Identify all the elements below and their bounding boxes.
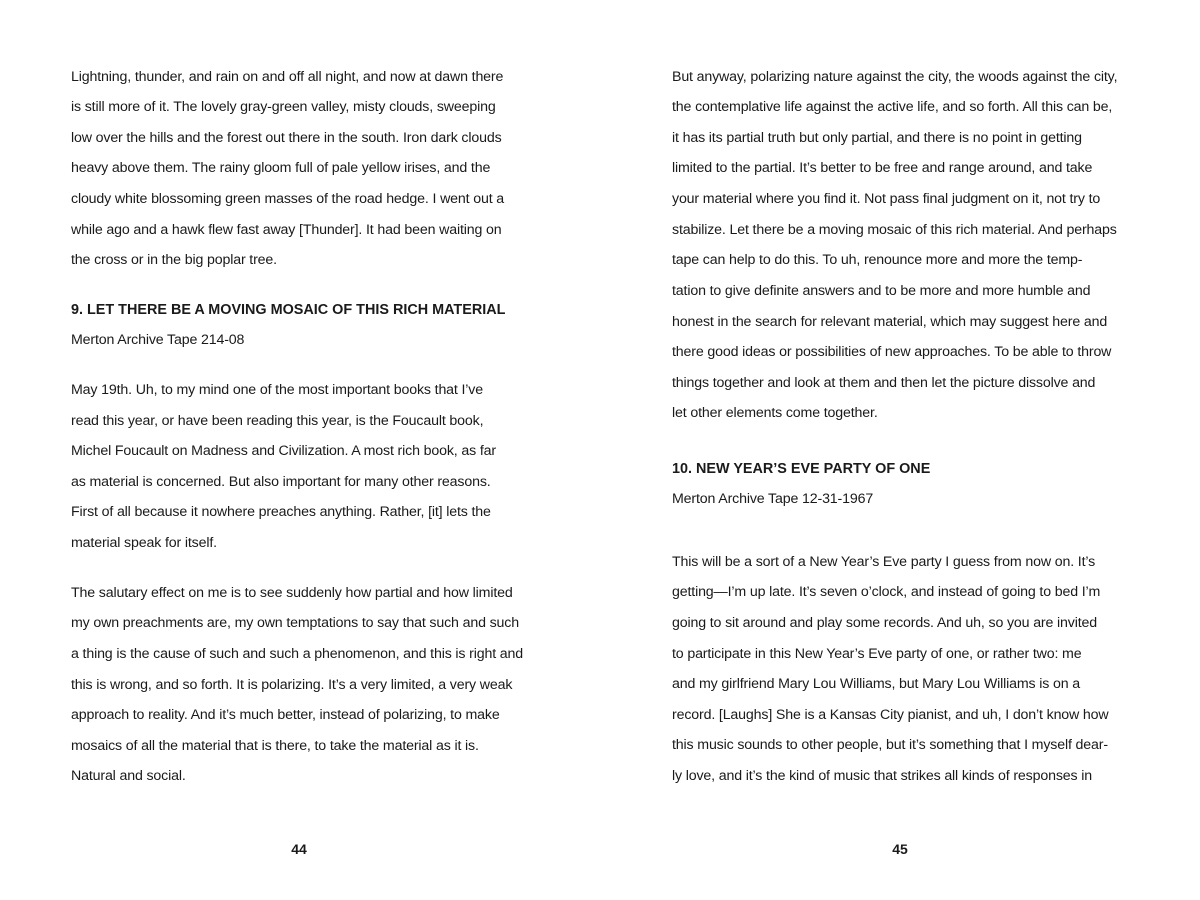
- text-line: stabilize. Let there be a moving mosaic of this rich material. And perhaps: [672, 222, 1117, 238]
- text-line: The salutary effect on me is to see suddenly how partial and how limited: [71, 585, 513, 601]
- text-line: while ago and a hawk flew fast away [Thunder]. It had been waiting on: [71, 222, 502, 238]
- text-line: things together and look at them and then let the picture dissolve and: [672, 375, 1096, 391]
- text-line: ly love, and it’s the kind of music that strikes all kinds of responses in: [672, 768, 1092, 784]
- text-line: limited to the partial. It’s better to be free and range around, and take: [672, 160, 1093, 176]
- section-source: Merton Archive Tape 12-31-1967: [672, 491, 874, 507]
- text-line: this music sounds to other people, but it’s something that I myself dear-: [672, 737, 1108, 753]
- left-page: [71, 0, 531, 900]
- text-line: the cross or in the big poplar tree.: [71, 252, 277, 268]
- text-line: May 19th. Uh, to my mind one of the most important books that I’ve: [71, 382, 483, 398]
- text-line: let other elements come together.: [672, 405, 878, 421]
- text-line: going to sit around and play some records. And uh, so you are invited: [672, 615, 1098, 631]
- text-line: This will be a sort of a New Year’s Eve party I guess from now on. It’s: [672, 554, 1096, 570]
- text-line: is still more of it. The lovely gray-green valley, misty clouds, sweeping: [71, 99, 496, 115]
- text-line: to participate in this New Year’s Eve party of one, or rather two: me: [672, 646, 1082, 662]
- text-line: First of all because it nowhere preaches anything. Rather, [it] lets the: [71, 504, 491, 520]
- text-line: it has its partial truth but only partial, and there is no point in getting: [672, 130, 1082, 146]
- text-line: your material where you find it. Not pass final judgment on it, not try to: [672, 191, 1101, 207]
- text-line: material speak for itself.: [71, 535, 217, 551]
- text-line: tape can help to do this. To uh, renounce more and more the temp-: [672, 252, 1083, 268]
- text-line: approach to reality. And it’s much better, instead of polarizing, to make: [71, 707, 500, 723]
- text-line: mosaics of all the material that is there, to take the material as it is.: [71, 738, 479, 754]
- text-line: Lightning, thunder, and rain on and off all night, and now at dawn there: [71, 69, 504, 85]
- right-page: [672, 0, 1134, 900]
- text-line: my own preachments are, my own temptations to say that such and such: [71, 615, 519, 631]
- text-line: Michel Foucault on Madness and Civilization. A most rich book, as far: [71, 443, 496, 459]
- text-line: a thing is the cause of such and such a phenomenon, and this is right and: [71, 646, 524, 662]
- text-line: getting—I’m up late. It’s seven o’clock, and instead of going to bed I’m: [672, 584, 1101, 600]
- text-line: tation to give definite answers and to be more and more humble and: [672, 283, 1091, 299]
- page-number: 45: [892, 841, 908, 857]
- text-line: cloudy white blossoming green masses of the road hedge. I went out a: [71, 191, 505, 207]
- text-line: the contemplative life against the active life, and so forth. All this can be,: [672, 99, 1113, 115]
- section-source: Merton Archive Tape 214-08: [71, 332, 245, 348]
- text-line: record. [Laughs] She is a Kansas City pianist, and uh, I don’t know how: [672, 707, 1109, 723]
- text-line: this is wrong, and so forth. It is polarizing. It’s a very limited, a very weak: [71, 677, 513, 693]
- text-line: heavy above them. The rainy gloom full of pale yellow irises, and the: [71, 160, 491, 176]
- page-number: 44: [291, 841, 307, 857]
- text-line: honest in the search for relevant material, which may suggest here and: [672, 314, 1108, 330]
- text-line: But anyway, polarizing nature against the city, the woods against the city,: [672, 69, 1118, 85]
- section-heading: 9. LET THERE BE A MOVING MOSAIC OF THIS RICH MATERIAL: [71, 302, 506, 318]
- text-line: as material is concerned. But also important for many other reasons.: [71, 474, 491, 490]
- text-line: low over the hills and the forest out there in the south. Iron dark clouds: [71, 130, 502, 146]
- text-line: and my girlfriend Mary Lou Williams, but Mary Lou Williams is on a: [672, 676, 1080, 692]
- section-heading: 10. NEW YEAR’S EVE PARTY OF ONE: [672, 461, 931, 477]
- text-line: Natural and social.: [71, 768, 186, 784]
- text-line: there good ideas or possibilities of new approaches. To be able to throw: [672, 344, 1112, 360]
- text-line: read this year, or have been reading this year, is the Foucault book,: [71, 413, 484, 429]
